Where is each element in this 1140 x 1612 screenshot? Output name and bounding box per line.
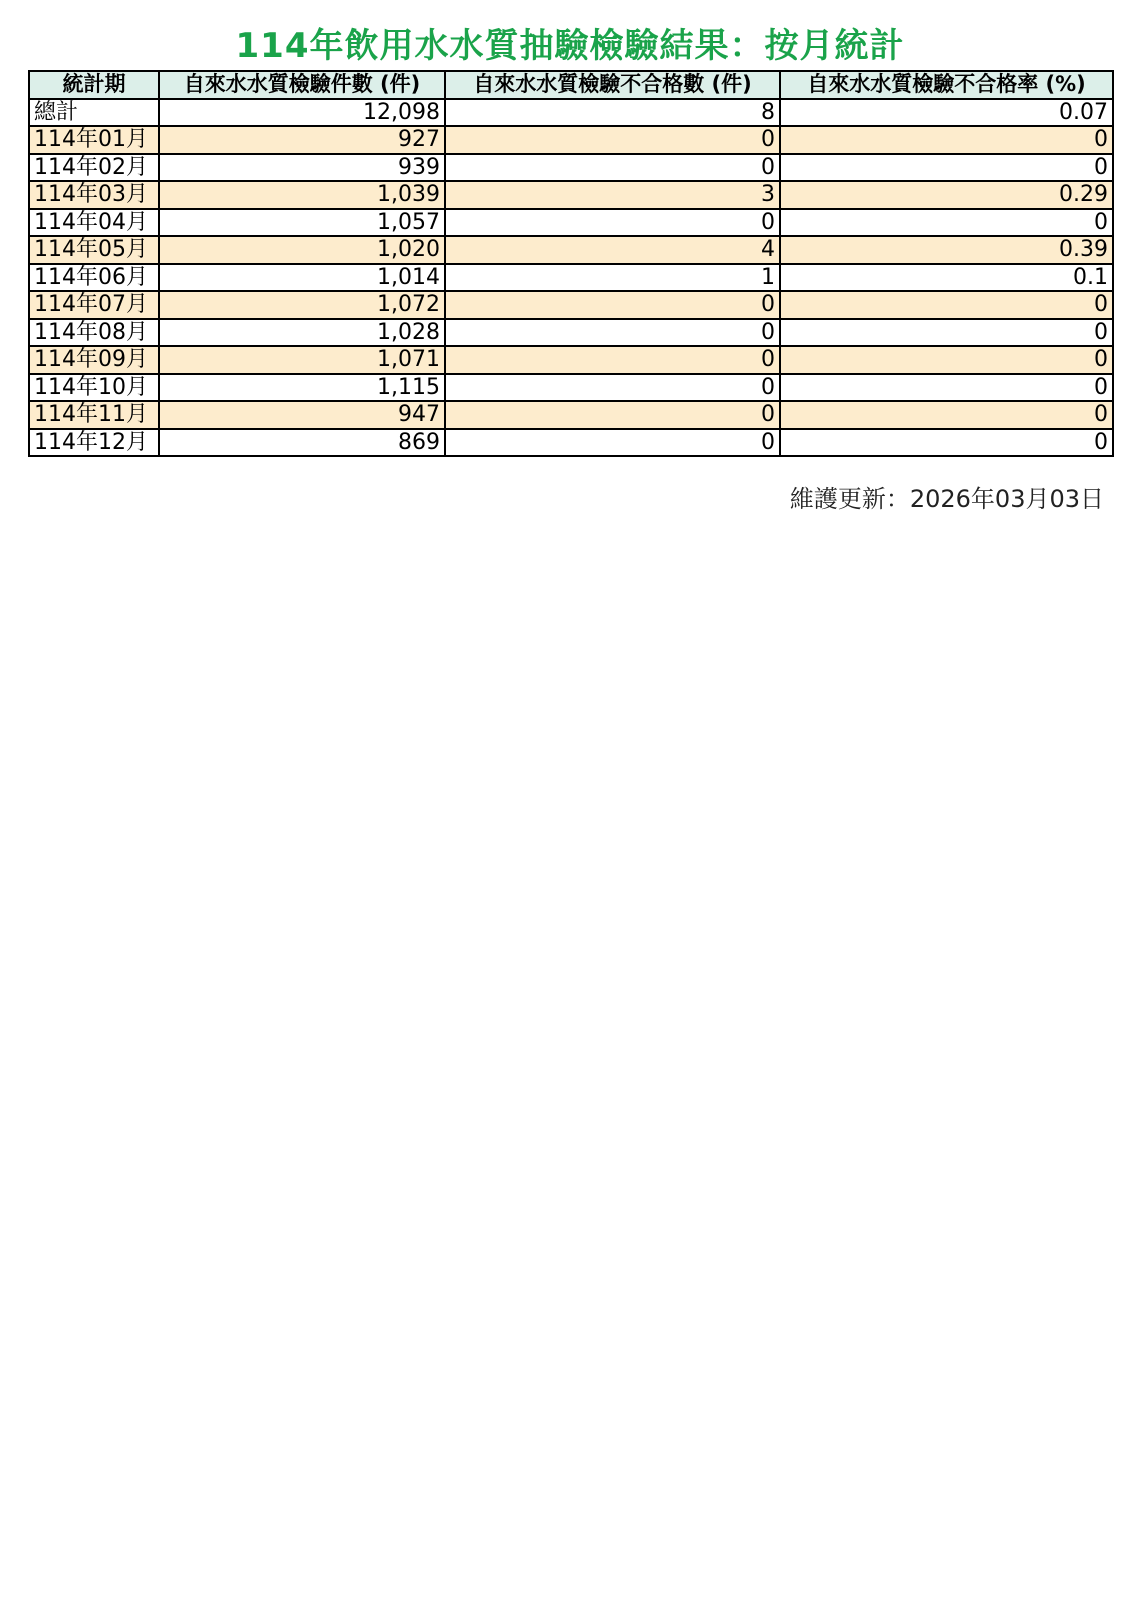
table-row <box>29 429 1113 457</box>
cell-failure-rate: 0 <box>780 126 1113 154</box>
cell-period: 114年03月 <box>29 181 159 209</box>
table-row <box>29 374 1113 402</box>
table-row <box>29 154 1113 182</box>
cell-test-count: 939 <box>159 154 445 182</box>
cell-failure-rate: 0.07 <box>780 99 1113 127</box>
cell-failed-count: 0 <box>445 401 780 429</box>
last-updated-text: 維護更新：2026年03月03日 <box>789 485 1104 513</box>
cell-period: 114年11月 <box>29 401 159 429</box>
cell-failed-count: 0 <box>445 319 780 347</box>
header-failure-rate: 自來水水質檢驗不合格率 (%) <box>780 71 1113 99</box>
table-row <box>29 346 1113 374</box>
cell-failure-rate: 0.39 <box>780 236 1113 264</box>
cell-failed-count: 0 <box>445 291 780 319</box>
cell-test-count: 1,072 <box>159 291 445 319</box>
table-row <box>29 181 1113 209</box>
cell-failed-count: 4 <box>445 236 780 264</box>
cell-period: 總計 <box>29 99 159 127</box>
cell-test-count: 947 <box>159 401 445 429</box>
cell-failure-rate: 0 <box>780 401 1113 429</box>
cell-failed-count: 8 <box>445 99 780 127</box>
cell-failure-rate: 0 <box>780 429 1113 457</box>
page-title: 114年飲用水水質抽驗檢驗結果：按月統計 <box>235 26 905 66</box>
cell-failed-count: 0 <box>445 209 780 237</box>
cell-failed-count: 0 <box>445 346 780 374</box>
cell-failure-rate: 0 <box>780 374 1113 402</box>
table-row <box>29 126 1113 154</box>
cell-test-count: 12,098 <box>159 99 445 127</box>
table-row <box>29 209 1113 237</box>
cell-failure-rate: 0.1 <box>780 264 1113 292</box>
table-row <box>29 236 1113 264</box>
cell-failed-count: 0 <box>445 126 780 154</box>
cell-test-count: 1,028 <box>159 319 445 347</box>
table-row <box>29 401 1113 429</box>
monthly-stats-table <box>28 70 1114 457</box>
cell-failure-rate: 0 <box>780 291 1113 319</box>
cell-failed-count: 0 <box>445 374 780 402</box>
cell-period: 114年12月 <box>29 429 159 457</box>
table-header-row <box>29 71 1113 99</box>
cell-failure-rate: 0 <box>780 209 1113 237</box>
cell-failed-count: 0 <box>445 154 780 182</box>
cell-test-count: 1,071 <box>159 346 445 374</box>
cell-period: 114年04月 <box>29 209 159 237</box>
header-test-count: 自來水水質檢驗件數 (件) <box>159 71 445 99</box>
cell-failure-rate: 0 <box>780 346 1113 374</box>
cell-failed-count: 0 <box>445 429 780 457</box>
cell-test-count: 927 <box>159 126 445 154</box>
cell-test-count: 1,115 <box>159 374 445 402</box>
cell-failure-rate: 0.29 <box>780 181 1113 209</box>
cell-period: 114年10月 <box>29 374 159 402</box>
cell-failed-count: 3 <box>445 181 780 209</box>
table-row <box>29 291 1113 319</box>
cell-test-count: 1,039 <box>159 181 445 209</box>
cell-period: 114年08月 <box>29 319 159 347</box>
cell-failure-rate: 0 <box>780 319 1113 347</box>
cell-period: 114年07月 <box>29 291 159 319</box>
cell-test-count: 1,020 <box>159 236 445 264</box>
cell-failure-rate: 0 <box>780 154 1113 182</box>
cell-period: 114年09月 <box>29 346 159 374</box>
cell-period: 114年05月 <box>29 236 159 264</box>
header-period: 統計期 <box>29 71 159 99</box>
cell-test-count: 1,057 <box>159 209 445 237</box>
table-row <box>29 319 1113 347</box>
cell-test-count: 869 <box>159 429 445 457</box>
cell-test-count: 1,014 <box>159 264 445 292</box>
table-row-total <box>29 99 1113 127</box>
table-row <box>29 264 1113 292</box>
header-failed-count: 自來水水質檢驗不合格數 (件) <box>445 71 780 99</box>
cell-failed-count: 1 <box>445 264 780 292</box>
cell-period: 114年01月 <box>29 126 159 154</box>
cell-period: 114年02月 <box>29 154 159 182</box>
cell-period: 114年06月 <box>29 264 159 292</box>
